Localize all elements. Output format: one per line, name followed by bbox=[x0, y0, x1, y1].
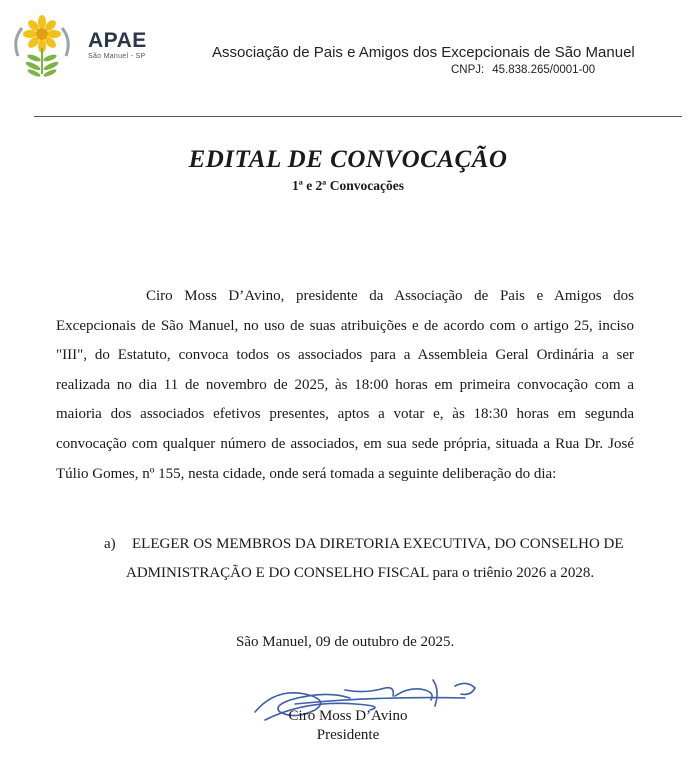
header-divider bbox=[34, 116, 682, 117]
agenda-item-marker: a) bbox=[104, 536, 116, 552]
cnpj-value: 45.838.265/0001-00 bbox=[492, 64, 596, 76]
cnpj-line bbox=[451, 64, 595, 76]
apae-logo-icon bbox=[10, 12, 74, 80]
org-full-name: Associação de Pais e Amigos dos Excepcionais de São Manuel bbox=[212, 44, 635, 61]
signer-name: Ciro Moss D’Avino bbox=[288, 708, 408, 724]
document-subtitle: 1ª e 2ª Convocações bbox=[292, 178, 404, 193]
document-title: EDITAL DE CONVOCAÇÃO bbox=[188, 146, 508, 173]
date-place: São Manuel, 09 de outubro de 2025. bbox=[236, 634, 455, 650]
org-short-name: APAE bbox=[88, 29, 147, 52]
agenda-item-line1: ELEGER OS MEMBROS DA DIRETORIA EXECUTIVA, DO CONSELHO DE bbox=[132, 536, 624, 552]
signer-role: Presidente bbox=[316, 727, 380, 743]
org-city: São Manuel - SP bbox=[88, 53, 146, 60]
agenda-item bbox=[104, 530, 624, 588]
agenda-item-line2: ADMINISTRAÇÃO E DO CONSELHO FISCAL para o triênio 2026 a 2028. bbox=[126, 565, 595, 581]
body-paragraph: Ciro Moss D’Avino, presidente da Associação de Pais e Amigos dos Excepcionais de São Manuel, no uso de suas atribuições e de acordo com o artigo 25, inciso "III", do Estatuto, convoca todos os associados para a Assembleia Geral Ordinária a ser realizada no dia 11 de novembro de 2025, às 18:00 horas em primeira convocação com a maioria dos associados efetivos presentes, aptos a votar e, às 18:30 horas em segunda convocação com qualquer número de associados, em sua sede própria, situada a Rua Dr. José Túlio Gomes, nº 155, nesta cidade, onde será tomada a seguinte deliberação do dia: bbox=[56, 288, 634, 482]
org-mark bbox=[88, 30, 147, 60]
cnpj-label: CNPJ: bbox=[451, 64, 485, 76]
